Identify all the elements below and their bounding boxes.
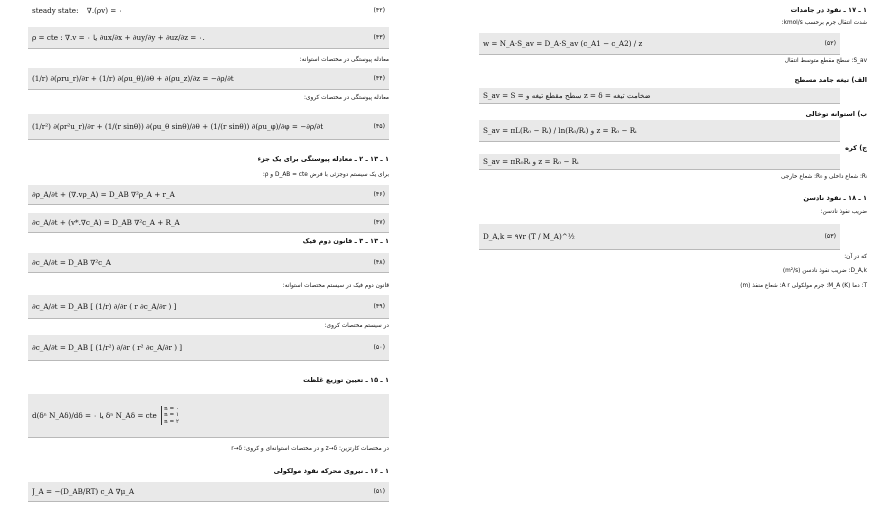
equation-text: D_A,k = ۹۷r (T / M_A)^½ — [483, 232, 575, 241]
case-item: n = ۱ — [164, 412, 179, 419]
equation-text: ∂c_A/∂t = D_AB ∇²c_A — [32, 258, 111, 267]
equation-number: (۴۷) — [373, 219, 385, 226]
equation-sphere — [479, 154, 840, 170]
equation-53 — [479, 224, 840, 250]
equation-text: d(δⁿ N_Aδ)/dδ = ۰ یا δⁿ N_Aδ = cte — [32, 410, 157, 420]
right-page — [432, 0, 875, 515]
equation-text: (1/r²) ∂(ρr²u_r)/∂r + (1/(r sinθ)) ∂(ρu_θ sinθ)/∂θ + (1/(r sinθ)) ∂(ρu_φ)/∂φ = −∂ρ/∂t — [32, 122, 324, 131]
text-mass-flux: شدت انتقال جرم برحسب kmol/s: — [781, 20, 867, 26]
text-coordinates: در مختصات کارتزین: z→δ و در مختصات استوانه‌ای و کروی: r→δ — [231, 446, 389, 452]
heading-1-18: ۱ ـ ۱۸ ـ نفوذ نادسن — [803, 194, 867, 202]
steady-equation: ∇.(ρv) = ۰ — [86, 5, 123, 15]
equation-text: ∂c_A/∂t + (v*.∇c_A) = D_AB ∇²c_A + R_A — [32, 218, 180, 227]
heading-1-16: ۱ ـ ۱۶ ـ نیروی محرکه نفوذ مولکولی — [273, 467, 389, 475]
equation-number: (۴۵) — [373, 123, 385, 130]
text-continuity-spherical: معادله پیوستگی در مختصات کروی: — [304, 95, 389, 101]
equation-text: S_av = S = سطح مقطع تیغه و z = δ = ضخامت تیغه — [483, 91, 651, 100]
equation-concentration-distribution — [28, 394, 389, 438]
equation-51 — [28, 482, 389, 502]
equation-number: (۴۶) — [373, 191, 385, 198]
heading-1-15: ۱ ـ ۱۵ ـ تعیین توزیع غلظت — [303, 376, 389, 384]
equation-text: J_A = −(D_AB/RT) c_A ∇μ_A — [32, 487, 135, 496]
equation-number: (۵۰) — [373, 344, 385, 351]
equation-number: (۵۱) — [373, 488, 385, 495]
equation-hollow-cylinder — [479, 120, 840, 142]
equation-text: ∂c_A/∂t = D_AB [ (1/r²) ∂/∂r ( r² ∂c_A/∂r ) ] — [32, 343, 183, 352]
text-variables: T: دما (K) M_A: جرم مولکولی A r: شعاع منفذ (m) — [740, 283, 867, 289]
heading-1-13-3: ۱ ـ ۱۳ ـ ۳ ـ قانون دوم فیک — [302, 237, 389, 245]
equation-52 — [479, 33, 840, 55]
steady-label: steady state: — [32, 5, 79, 15]
equation-number: (۴۳) — [373, 34, 385, 41]
equation-number: (۴۲) — [373, 6, 385, 14]
text-binary-system: برای یک سیستم دوجزئی با فرض D_AB = cte و ρ: — [262, 172, 389, 178]
equation-number: (۵۳) — [824, 233, 836, 240]
equation-text: (1/r) ∂(ρru_r)/∂r + (1/r) ∂(ρu_θ)/∂θ + ∂(ρu_z)/∂z = −∂ρ/∂t — [32, 74, 234, 83]
heading-hollow-cylinder: ب) استوانه توخالی — [805, 110, 867, 118]
heading-flat-plate: الف) تیغه جامد مسطح — [794, 76, 867, 84]
text-fick-spherical: در سیستم مختصات کروی: — [324, 323, 389, 329]
equation-43 — [28, 27, 389, 49]
case-item: n = ۰ — [164, 405, 179, 412]
text-radii: Rᵢ: شعاع داخلی و R₀: شعاع خارجی — [780, 174, 867, 180]
text-sav: S_av: سطح مقطع متوسط انتقال — [784, 58, 867, 64]
equation-50 — [28, 335, 389, 361]
text-fick-cylindrical: قانون دوم فیک در سیستم مختصات استوانه: — [282, 283, 389, 289]
cases-list — [161, 406, 179, 426]
equation-44 — [28, 68, 389, 90]
text-knudsen-coefficient: D_A,k: ضریب نفوذ نادسن (m²/s) — [782, 268, 867, 274]
equation-text: ∂ρ_A/∂t + (∇.vρ_A) = D_AB ∇²ρ_A + r_A — [32, 190, 175, 199]
equation-text: S_av = πR₀Rᵢ و z = R₀ − Rᵢ — [483, 157, 579, 166]
equation-45 — [28, 114, 389, 140]
equation-number: (۵۲) — [824, 40, 836, 47]
heading-1-17: ۱ ـ ۱۷ ـ نفوذ در جامدات — [790, 6, 867, 14]
case-item: n = ۲ — [164, 418, 179, 425]
equation-text: S_av = πL(R₀ − Rᵢ) / ln(R₀/Rᵢ) و z = R₀ − Rᵢ — [483, 126, 637, 135]
text-continuity-cylindrical: معادله پیوستگی در مختصات استوانه: — [299, 57, 389, 63]
equation-47 — [28, 213, 389, 233]
equation-flat-plate — [479, 88, 840, 104]
equation-number: (۴۸) — [373, 259, 385, 266]
equation-text: ∂c_A/∂t = D_AB [ (1/r) ∂/∂r ( r ∂c_A/∂r ) ] — [32, 302, 177, 311]
steady-state-line — [28, 3, 389, 17]
equation-48 — [28, 253, 389, 273]
equation-number: (۴۹) — [373, 303, 385, 310]
equation-46 — [28, 185, 389, 205]
equation-text: ρ = cte : ∇.v = ۰ یا ∂ux/∂x + ∂uy/∂y + ∂uz/∂z = ۰. — [32, 33, 205, 42]
left-page — [0, 0, 432, 515]
heading-1-13-2: ۱ ـ ۱۳ ـ ۲ ـ معادله پیوستگی برای یک جزء — [257, 155, 389, 163]
text-where: که در آن: — [844, 254, 867, 260]
text-knudsen: ضریب نفوذ نادسن: — [820, 209, 867, 215]
heading-sphere: ج) کره — [845, 144, 867, 152]
equation-49 — [28, 295, 389, 319]
equation-text: w = N_A·S_av = D_A·S_av (c_A1 − c_A2) / z — [483, 39, 643, 48]
equation-number: (۴۴) — [373, 75, 385, 82]
